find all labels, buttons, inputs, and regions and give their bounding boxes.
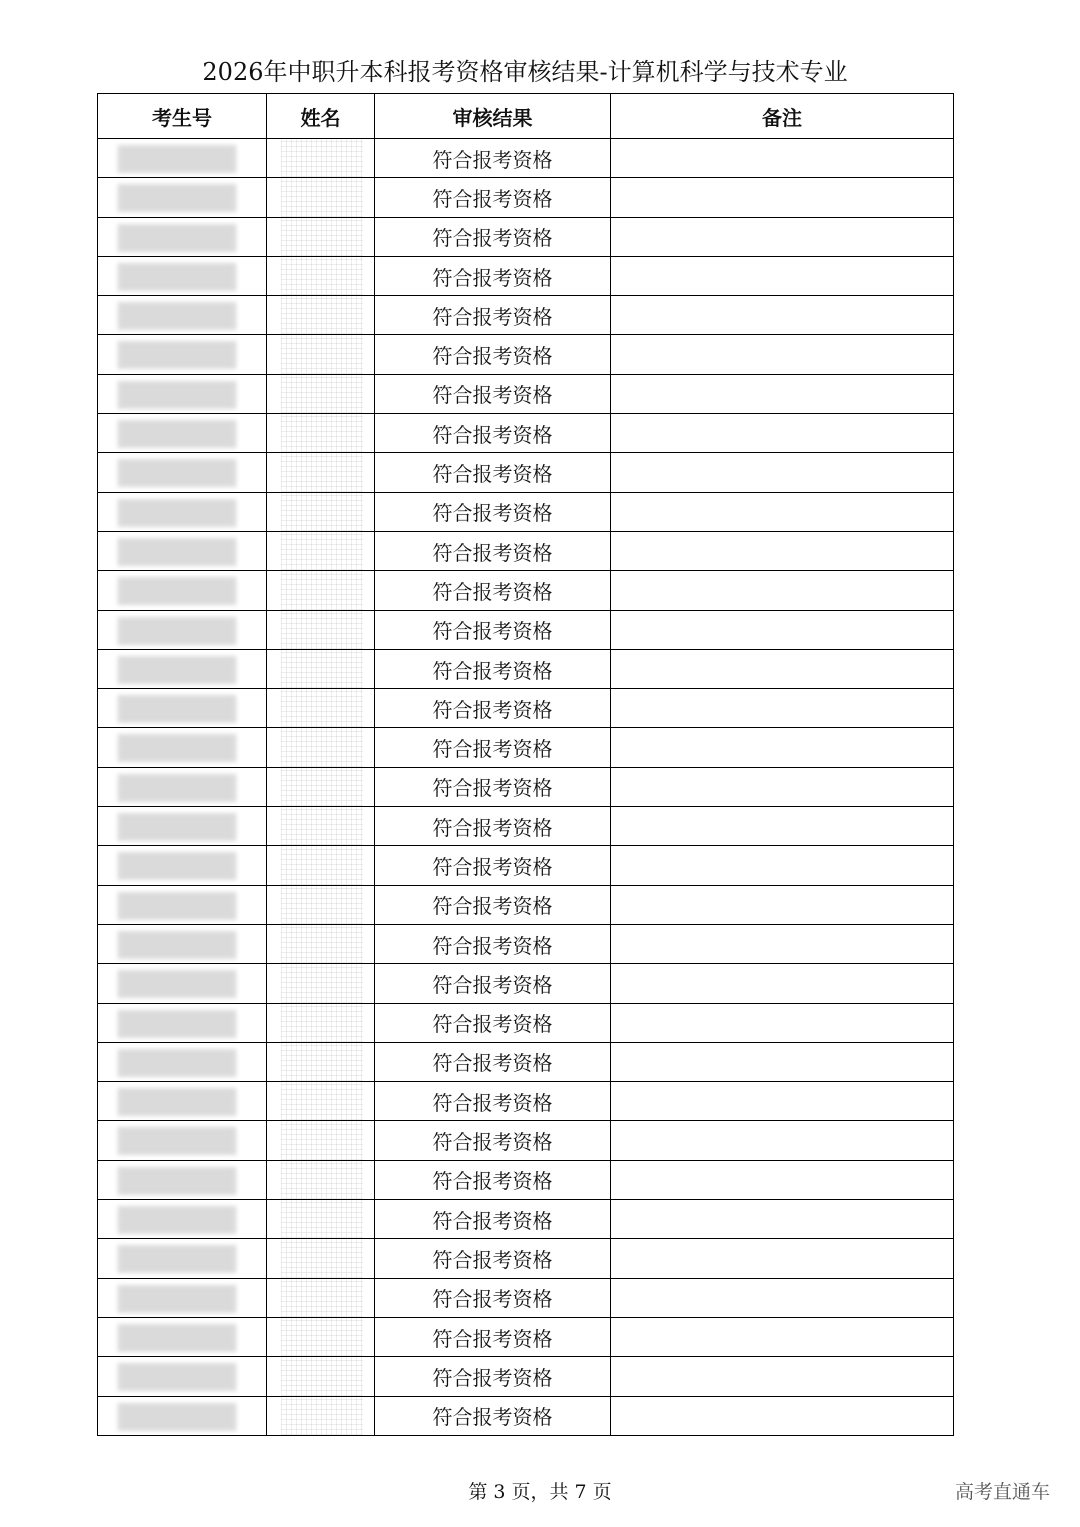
- remark-cell: [611, 256, 954, 295]
- redacted-id: [118, 774, 236, 802]
- remark-cell: [611, 610, 954, 649]
- result-cell: 符合报考资格: [375, 531, 611, 570]
- candidate-id-cell: [98, 139, 267, 178]
- result-cell: 符合报考资格: [375, 1239, 611, 1278]
- remark-cell: [611, 1003, 954, 1042]
- redacted-name: [281, 493, 363, 531]
- redacted-name: [281, 532, 363, 570]
- redacted-name: [281, 689, 363, 727]
- result-cell: 符合报考资格: [375, 1082, 611, 1121]
- table-row: [98, 492, 954, 531]
- name-cell: [267, 571, 375, 610]
- table-row: [98, 335, 954, 374]
- table-row: [98, 178, 954, 217]
- redacted-id: [118, 617, 236, 645]
- name-cell: [267, 1396, 375, 1435]
- name-cell: [267, 335, 375, 374]
- remark-cell: [611, 1121, 954, 1160]
- result-cell: 符合报考资格: [375, 610, 611, 649]
- table-row: [98, 807, 954, 846]
- result-cell: 符合报考资格: [375, 571, 611, 610]
- header-result: 审核结果: [375, 94, 611, 139]
- page-number: 第 3 页，共 7 页: [468, 1481, 612, 1503]
- name-cell: [267, 807, 375, 846]
- redacted-id: [118, 1167, 236, 1195]
- table-row: [98, 296, 954, 335]
- redacted-id: [118, 263, 236, 291]
- table-row: [98, 1160, 954, 1199]
- redacted-id: [118, 1049, 236, 1077]
- name-cell: [267, 610, 375, 649]
- remark-cell: [611, 1278, 954, 1317]
- candidate-id-cell: [98, 689, 267, 728]
- result-cell: 符合报考资格: [375, 885, 611, 924]
- name-cell: [267, 1357, 375, 1396]
- result-cell: 符合报考资格: [375, 1042, 611, 1081]
- result-cell: 符合报考资格: [375, 1317, 611, 1356]
- candidate-id-cell: [98, 453, 267, 492]
- redacted-name: [281, 414, 363, 452]
- candidate-id-cell: [98, 728, 267, 767]
- remark-cell: [611, 1357, 954, 1396]
- name-cell: [267, 728, 375, 767]
- redacted-name: [281, 1200, 363, 1238]
- table-row: [98, 1396, 954, 1435]
- name-cell: [267, 924, 375, 963]
- redacted-id: [118, 341, 236, 369]
- redacted-id: [118, 656, 236, 684]
- table-row: [98, 531, 954, 570]
- redacted-name: [281, 611, 363, 649]
- redacted-name: [281, 1082, 363, 1120]
- redacted-id: [118, 420, 236, 448]
- name-cell: [267, 1239, 375, 1278]
- table-row: [98, 453, 954, 492]
- table-row: [98, 649, 954, 688]
- redacted-name: [281, 257, 363, 295]
- name-cell: [267, 492, 375, 531]
- name-cell: [267, 649, 375, 688]
- candidate-id-cell: [98, 924, 267, 963]
- name-cell: [267, 767, 375, 806]
- result-cell: 符合报考资格: [375, 178, 611, 217]
- name-cell: [267, 414, 375, 453]
- name-cell: [267, 139, 375, 178]
- table-row: [98, 885, 954, 924]
- remark-cell: [611, 1396, 954, 1435]
- name-cell: [267, 453, 375, 492]
- redacted-name: [281, 453, 363, 491]
- result-cell: 符合报考资格: [375, 1396, 611, 1435]
- redacted-id: [118, 1324, 236, 1352]
- redacted-name: [281, 1397, 363, 1435]
- candidate-id-cell: [98, 885, 267, 924]
- result-cell: 符合报考资格: [375, 217, 611, 256]
- result-cell: 符合报考资格: [375, 689, 611, 728]
- candidate-id-cell: [98, 1160, 267, 1199]
- table-row: [98, 610, 954, 649]
- redacted-id: [118, 1206, 236, 1234]
- candidate-id-cell: [98, 1042, 267, 1081]
- header-candidate-id: 考生号: [98, 94, 267, 139]
- remark-cell: [611, 1317, 954, 1356]
- table-row: [98, 256, 954, 295]
- name-cell: [267, 1278, 375, 1317]
- result-cell: 符合报考资格: [375, 492, 611, 531]
- table-row: [98, 1121, 954, 1160]
- name-cell: [267, 846, 375, 885]
- results-table: [97, 93, 954, 1436]
- remark-cell: [611, 139, 954, 178]
- table-row: [98, 728, 954, 767]
- result-cell: 符合报考资格: [375, 1200, 611, 1239]
- candidate-id-cell: [98, 1003, 267, 1042]
- candidate-id-cell: [98, 178, 267, 217]
- result-cell: 符合报考资格: [375, 846, 611, 885]
- candidate-id-cell: [98, 649, 267, 688]
- redacted-id: [118, 459, 236, 487]
- redacted-id: [118, 1285, 236, 1313]
- result-cell: 符合报考资格: [375, 1357, 611, 1396]
- table-row: [98, 1278, 954, 1317]
- candidate-id-cell: [98, 846, 267, 885]
- result-cell: 符合报考资格: [375, 139, 611, 178]
- table-row: [98, 1042, 954, 1081]
- table-row: [98, 964, 954, 1003]
- candidate-id-cell: [98, 1121, 267, 1160]
- table-body: [98, 139, 954, 1436]
- result-cell: 符合报考资格: [375, 256, 611, 295]
- name-cell: [267, 1200, 375, 1239]
- table-row: [98, 217, 954, 256]
- candidate-id-cell: [98, 1278, 267, 1317]
- redacted-id: [118, 813, 236, 841]
- table-row: [98, 1082, 954, 1121]
- remark-cell: [611, 1200, 954, 1239]
- name-cell: [267, 1003, 375, 1042]
- result-cell: 符合报考资格: [375, 374, 611, 413]
- candidate-id-cell: [98, 1239, 267, 1278]
- result-cell: 符合报考资格: [375, 1278, 611, 1317]
- redacted-name: [281, 1279, 363, 1317]
- candidate-id-cell: [98, 610, 267, 649]
- remark-cell: [611, 1042, 954, 1081]
- redacted-name: [281, 964, 363, 1002]
- redacted-name: [281, 768, 363, 806]
- remark-cell: [611, 178, 954, 217]
- redacted-id: [118, 1088, 236, 1116]
- redacted-id: [118, 1245, 236, 1273]
- result-cell: 符合报考资格: [375, 1160, 611, 1199]
- redacted-name: [281, 1239, 363, 1277]
- result-cell: 符合报考资格: [375, 335, 611, 374]
- table-row: [98, 1357, 954, 1396]
- redacted-name: [281, 1043, 363, 1081]
- redacted-id: [118, 1363, 236, 1391]
- remark-cell: [611, 767, 954, 806]
- watermark: 高考直通车: [955, 1481, 1051, 1503]
- result-cell: 符合报考资格: [375, 1003, 611, 1042]
- redacted-id: [118, 734, 236, 762]
- result-cell: 符合报考资格: [375, 807, 611, 846]
- result-cell: 符合报考资格: [375, 649, 611, 688]
- remark-cell: [611, 1239, 954, 1278]
- result-cell: 符合报考资格: [375, 964, 611, 1003]
- candidate-id-cell: [98, 1357, 267, 1396]
- redacted-id: [118, 1010, 236, 1038]
- candidate-id-cell: [98, 256, 267, 295]
- redacted-name: [281, 335, 363, 373]
- redacted-name: [281, 139, 363, 177]
- redacted-id: [118, 892, 236, 920]
- candidate-id-cell: [98, 374, 267, 413]
- redacted-name: [281, 1318, 363, 1356]
- candidate-id-cell: [98, 1200, 267, 1239]
- remark-cell: [611, 885, 954, 924]
- redacted-id: [118, 184, 236, 212]
- redacted-name: [281, 886, 363, 924]
- candidate-id-cell: [98, 1396, 267, 1435]
- name-cell: [267, 256, 375, 295]
- redacted-name: [281, 846, 363, 884]
- table-row: [98, 1239, 954, 1278]
- redacted-id: [118, 852, 236, 880]
- result-cell: 符合报考资格: [375, 1121, 611, 1160]
- result-cell: 符合报考资格: [375, 767, 611, 806]
- remark-cell: [611, 453, 954, 492]
- name-cell: [267, 296, 375, 335]
- redacted-id: [118, 538, 236, 566]
- table-row: [98, 767, 954, 806]
- candidate-id-cell: [98, 767, 267, 806]
- table-row: [98, 414, 954, 453]
- remark-cell: [611, 335, 954, 374]
- remark-cell: [611, 492, 954, 531]
- redacted-id: [118, 577, 236, 605]
- redacted-id: [118, 1403, 236, 1431]
- name-cell: [267, 1082, 375, 1121]
- redacted-id: [118, 931, 236, 959]
- result-cell: 符合报考资格: [375, 296, 611, 335]
- remark-cell: [611, 414, 954, 453]
- candidate-id-cell: [98, 492, 267, 531]
- redacted-name: [281, 375, 363, 413]
- candidate-id-cell: [98, 1082, 267, 1121]
- name-cell: [267, 1160, 375, 1199]
- page-title: 2026年中职升本科报考资格审核结果-计算机科学与技术专业: [202, 58, 848, 86]
- candidate-id-cell: [98, 807, 267, 846]
- result-cell: 符合报考资格: [375, 453, 611, 492]
- redacted-name: [281, 925, 363, 963]
- result-cell: 符合报考资格: [375, 728, 611, 767]
- table-row: [98, 374, 954, 413]
- remark-cell: [611, 924, 954, 963]
- candidate-id-cell: [98, 414, 267, 453]
- redacted-name: [281, 296, 363, 334]
- redacted-name: [281, 728, 363, 766]
- remark-cell: [611, 217, 954, 256]
- name-cell: [267, 178, 375, 217]
- table-row: [98, 139, 954, 178]
- remark-cell: [611, 1160, 954, 1199]
- remark-cell: [611, 964, 954, 1003]
- table-row: [98, 1317, 954, 1356]
- candidate-id-cell: [98, 217, 267, 256]
- redacted-id: [118, 224, 236, 252]
- redacted-id: [118, 499, 236, 527]
- redacted-id: [118, 1127, 236, 1155]
- name-cell: [267, 531, 375, 570]
- redacted-id: [118, 695, 236, 723]
- redacted-id: [118, 970, 236, 998]
- redacted-name: [281, 1161, 363, 1199]
- redacted-name: [281, 1357, 363, 1395]
- header-remark: 备注: [611, 94, 954, 139]
- table-row: [98, 924, 954, 963]
- header-row: [98, 94, 954, 139]
- header-name: 姓名: [267, 94, 375, 139]
- candidate-id-cell: [98, 1317, 267, 1356]
- remark-cell: [611, 374, 954, 413]
- remark-cell: [611, 846, 954, 885]
- candidate-id-cell: [98, 964, 267, 1003]
- result-cell: 符合报考资格: [375, 414, 611, 453]
- redacted-name: [281, 650, 363, 688]
- remark-cell: [611, 571, 954, 610]
- remark-cell: [611, 649, 954, 688]
- redacted-name: [281, 807, 363, 845]
- name-cell: [267, 689, 375, 728]
- result-cell: 符合报考资格: [375, 924, 611, 963]
- redacted-id: [118, 381, 236, 409]
- name-cell: [267, 374, 375, 413]
- name-cell: [267, 964, 375, 1003]
- table-row: [98, 846, 954, 885]
- candidate-id-cell: [98, 296, 267, 335]
- redacted-name: [281, 571, 363, 609]
- name-cell: [267, 1317, 375, 1356]
- table-row: [98, 571, 954, 610]
- remark-cell: [611, 728, 954, 767]
- remark-cell: [611, 296, 954, 335]
- name-cell: [267, 217, 375, 256]
- redacted-name: [281, 1121, 363, 1159]
- remark-cell: [611, 531, 954, 570]
- table-row: [98, 1200, 954, 1239]
- redacted-id: [118, 302, 236, 330]
- redacted-id: [118, 145, 236, 173]
- candidate-id-cell: [98, 571, 267, 610]
- name-cell: [267, 1121, 375, 1160]
- remark-cell: [611, 689, 954, 728]
- name-cell: [267, 1042, 375, 1081]
- redacted-name: [281, 1004, 363, 1042]
- table-row: [98, 689, 954, 728]
- remark-cell: [611, 1082, 954, 1121]
- candidate-id-cell: [98, 531, 267, 570]
- redacted-name: [281, 178, 363, 216]
- name-cell: [267, 885, 375, 924]
- redacted-name: [281, 218, 363, 256]
- remark-cell: [611, 807, 954, 846]
- table-row: [98, 1003, 954, 1042]
- candidate-id-cell: [98, 335, 267, 374]
